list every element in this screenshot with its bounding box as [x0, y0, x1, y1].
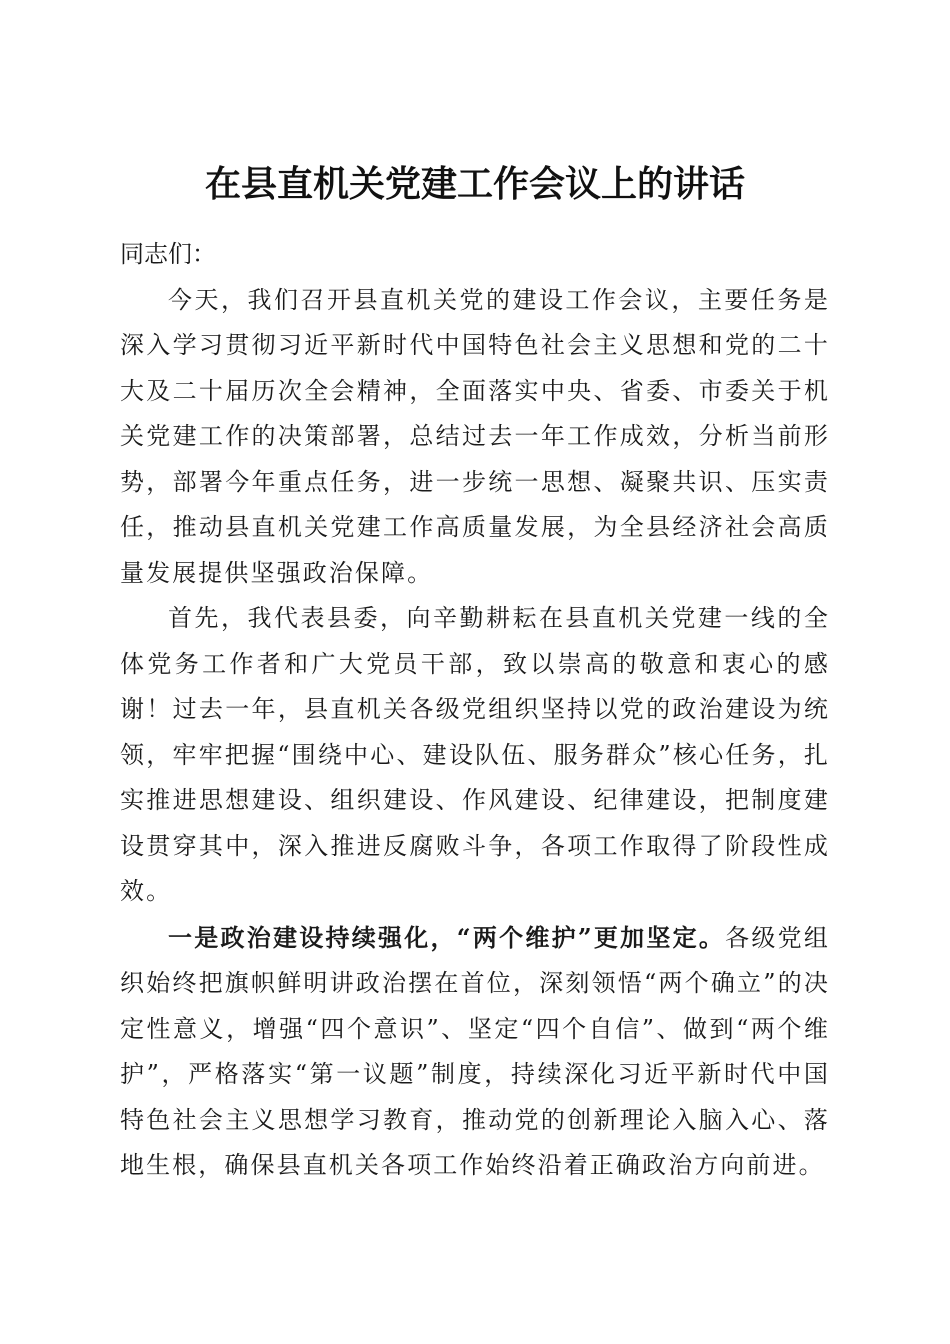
- paragraph-political-building: [120, 915, 830, 1189]
- document-body: [120, 232, 830, 1189]
- document-title: 在县直机关党建工作会议上的讲话: [204, 163, 745, 206]
- paragraph-opening: [120, 278, 830, 597]
- paragraph-text: 今天，我们召开县直机关党的建设工作会议，主要任务是深入学习贯彻习近平新时代中国特色社会主义思想和党的二十大及二十届历次全会精神，全面落实中央、省委、市委关于机关党建工作的决策部署，总结过去一年工作成效，分析当前形势，部署今年重点任务，进一步统一思想、凝聚共识、压实责任，推动县直机关党建工作高质量发展，为全县经济社会高质量发展提供坚强政治保障。: [120, 285, 830, 587]
- paragraph-lead-heading: 一是政治建设持续强化，“两个维护”更加坚定。: [168, 922, 726, 952]
- paragraph-text: 首先，我代表县委，向辛勤耕耘在县直机关党建一线的全体党务工作者和广大党员干部，致以崇高的敬意和衷心的感谢！过去一年，县直机关各级党组织坚持以党的政治建设为统领，牢牢把握“围绕中心、建设队伍、服务群众”核心任务，扎实推进思想建设、组织建设、作风建设、纪律建设，把制度建设贯穿其中，深入推进反腐败斗争，各项工作取得了阶段性成效。: [120, 604, 830, 905]
- paragraph-text: 各级党组织始终把旗帜鲜明讲政治摆在首位，深刻领悟“两个确立”的决定性意义，增强“四个意识”、坚定“四个自信”、做到“两个维护”，严格落实“第一议题”制度，持续深化习近平新时代中国特色社会主义思想学习教育，推动党的创新理论入脑入心、落地生根，确保县直机关各项工作始终沿着正确政治方向前进。: [120, 923, 830, 1179]
- paragraph-thanks: [120, 596, 830, 915]
- salutation: 同志们：: [120, 240, 216, 268]
